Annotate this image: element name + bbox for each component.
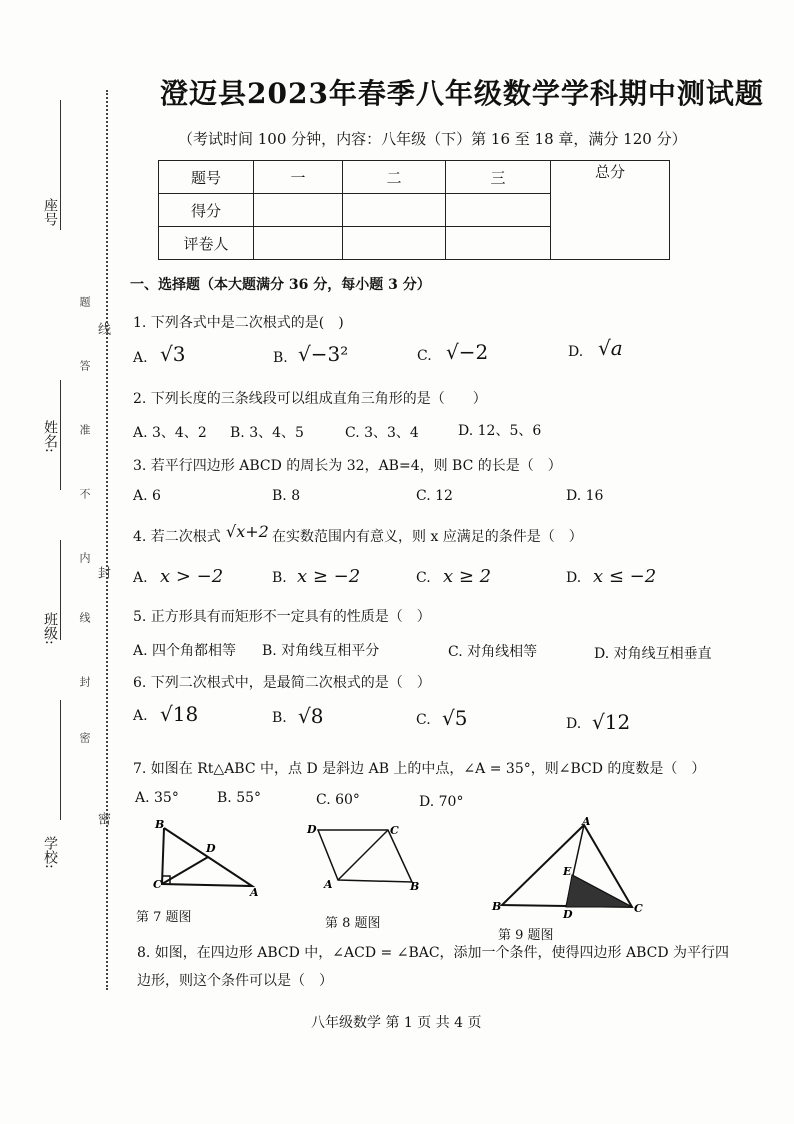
page-title: 澄迈县2023年春季八年级数学学科期中测试题 (160, 77, 764, 110)
total-header: 总分 (551, 161, 670, 260)
q7-option-b: B. 55° (217, 790, 262, 806)
seal-dotted-line (106, 90, 108, 990)
q6-option-a-label: A. (133, 708, 148, 724)
class-underline (60, 540, 61, 640)
q1-option-a-expr: √3 (160, 342, 186, 366)
question-8-line2: 边形，则这个条件可以是（ ） (137, 973, 333, 989)
seat-underline (60, 100, 61, 230)
fig7-label-b: B (155, 818, 165, 831)
fig8-label-c: C (390, 824, 399, 837)
fig9-label-d: D (563, 908, 573, 919)
section-heading: 一、选择题（本大题满分 36 分，每小题 3 分） (130, 277, 431, 293)
grader-cell[interactable] (446, 227, 551, 260)
q1-option-c-label: C. (417, 348, 432, 364)
fig7-caption: 第 7 题图 (136, 910, 192, 925)
fig9-caption: 第 9 题图 (498, 928, 554, 943)
q1-option-d-label: D. (568, 344, 584, 360)
fig8-label-b: B (410, 880, 420, 893)
fig7-label-d: D (206, 842, 216, 855)
q4-option-b-expr: x ≥ −2 (297, 566, 361, 587)
seal-line-char: 线 (95, 322, 110, 335)
school-underline (60, 700, 61, 820)
figure-7 (150, 816, 270, 896)
figure-8 (304, 818, 426, 894)
school-label: 学校: (42, 836, 58, 869)
q2-option-c: C. 3、3、4 (345, 425, 419, 441)
q1-option-a-label: A. (133, 350, 148, 366)
q7-option-a: A. 35° (135, 790, 179, 806)
seal-char: 封 (78, 676, 91, 687)
seal-char: 密 (78, 732, 91, 743)
seal-line-char: 封 (95, 566, 110, 579)
column-header: 二 (343, 161, 446, 194)
question-6: 6. 下列二次根式中，是最简二次根式的是（ ） (133, 675, 431, 691)
q4-radical: √x+2 (226, 522, 269, 541)
seal-char: 准 (78, 424, 91, 435)
q5-option-a: A. 四个角都相等 (133, 643, 237, 659)
seal-char: 线 (78, 612, 91, 623)
seat-label: 座号 (42, 198, 58, 226)
q2-option-d: D. 12、5、6 (458, 423, 542, 439)
q5-option-c: C. 对角线相等 (448, 644, 538, 660)
question-4-prefix: 4. 若二次根式 (133, 529, 221, 545)
fig8-label-d: D (307, 823, 317, 836)
fig9-label-b: B (492, 900, 502, 913)
q4-option-b-label: B. (272, 570, 287, 586)
question-3: 3. 若平行四边形 ABCD 的周长为 32，AB=4，则 BC 的长是（ ） (133, 458, 562, 474)
page-footer: 八年级数学 第 1 页 共 4 页 (311, 1015, 482, 1031)
seal-char: 内 (78, 552, 91, 563)
q4-option-d-expr: x ≤ −2 (593, 566, 657, 587)
question-1: 1. 下列各式中是二次根式的是( ) (133, 315, 344, 331)
q2-option-a: A. 3、4、2 (133, 425, 207, 441)
figure-9 (488, 815, 658, 919)
exam-info: （考试时间 100 分钟，内容：八年级（下）第 16 至 18 章，满分 120 分） (178, 130, 687, 148)
q3-option-d: D. 16 (566, 488, 604, 504)
q4-option-a-label: A. (133, 570, 148, 586)
q5-option-b: B. 对角线互相平分 (262, 643, 380, 659)
q6-option-b-expr: √8 (298, 704, 324, 728)
q6-option-b-label: B. (272, 710, 287, 726)
score-table (158, 160, 670, 260)
q6-option-d-expr: √12 (592, 710, 631, 734)
class-label: 班级: (42, 612, 58, 645)
question-2: 2. 下列长度的三条线段可以组成直角三角形的是（ ） (133, 391, 487, 407)
question-7: 7. 如图在 Rt△ABC 中，点 D 是斜边 AB 上的中点，∠A = 35°，则∠BCD 的度数是（ ） (133, 761, 706, 777)
q6-option-c-expr: √5 (442, 706, 468, 730)
grader-cell[interactable] (343, 227, 446, 260)
q6-option-d-label: D. (566, 716, 582, 732)
q1-option-c-expr: √−2 (446, 340, 489, 364)
score-cell[interactable] (343, 194, 446, 227)
seal-char: 不 (78, 488, 91, 499)
fig8-label-a: A (324, 878, 333, 891)
seal-char: 题 (78, 296, 91, 307)
q4-option-d-label: D. (566, 570, 582, 586)
row-label: 题号 (159, 161, 254, 194)
q3-option-a: A. 6 (133, 488, 161, 504)
q4-option-a-expr: x > −2 (160, 566, 224, 587)
q1-option-d-expr: √a (598, 336, 623, 360)
column-header: 一 (254, 161, 343, 194)
q5-option-d: D. 对角线互相垂直 (594, 646, 712, 662)
seal-char: 答 (78, 360, 91, 371)
q4-option-c-label: C. (416, 570, 431, 586)
q1-option-b-label: B. (273, 350, 288, 366)
q6-option-c-label: C. (416, 712, 431, 728)
fig8-caption: 第 8 题图 (325, 916, 381, 931)
fig9-label-c: C (634, 902, 643, 915)
name-label: 姓名: (42, 420, 58, 453)
q4-option-c-expr: x ≥ 2 (443, 566, 492, 587)
q6-option-a-expr: √18 (160, 702, 199, 726)
q7-option-d: D. 70° (419, 794, 464, 810)
q7-option-c: C. 60° (316, 792, 360, 808)
row-label: 评卷人 (159, 227, 254, 260)
fig9-label-e: E (563, 865, 572, 878)
fig7-label-c: C (153, 878, 162, 891)
name-underline (60, 380, 61, 490)
score-cell[interactable] (446, 194, 551, 227)
score-cell[interactable] (254, 194, 343, 227)
fig9-label-a: A (582, 815, 591, 828)
fig7-label-a: A (250, 886, 259, 896)
column-header: 三 (446, 161, 551, 194)
seal-line-char: 密 (95, 812, 110, 825)
question-8-line1: 8. 如图，在四边形 ABCD 中，∠ACD = ∠BAC，添加一个条件，使得四边形 ABCD 为平行四 (137, 945, 730, 961)
question-4-suffix: 在实数范围内有意义，则 x 应满足的条件是（ ） (272, 529, 583, 545)
q1-option-b-expr: √−3² (298, 342, 349, 366)
question-5: 5. 正方形具有而矩形不一定具有的性质是（ ） (133, 609, 431, 625)
q3-option-b: B. 8 (272, 488, 301, 504)
q2-option-b: B. 3、4、5 (230, 425, 304, 441)
row-label: 得分 (159, 194, 254, 227)
q3-option-c: C. 12 (416, 488, 453, 504)
grader-cell[interactable] (254, 227, 343, 260)
